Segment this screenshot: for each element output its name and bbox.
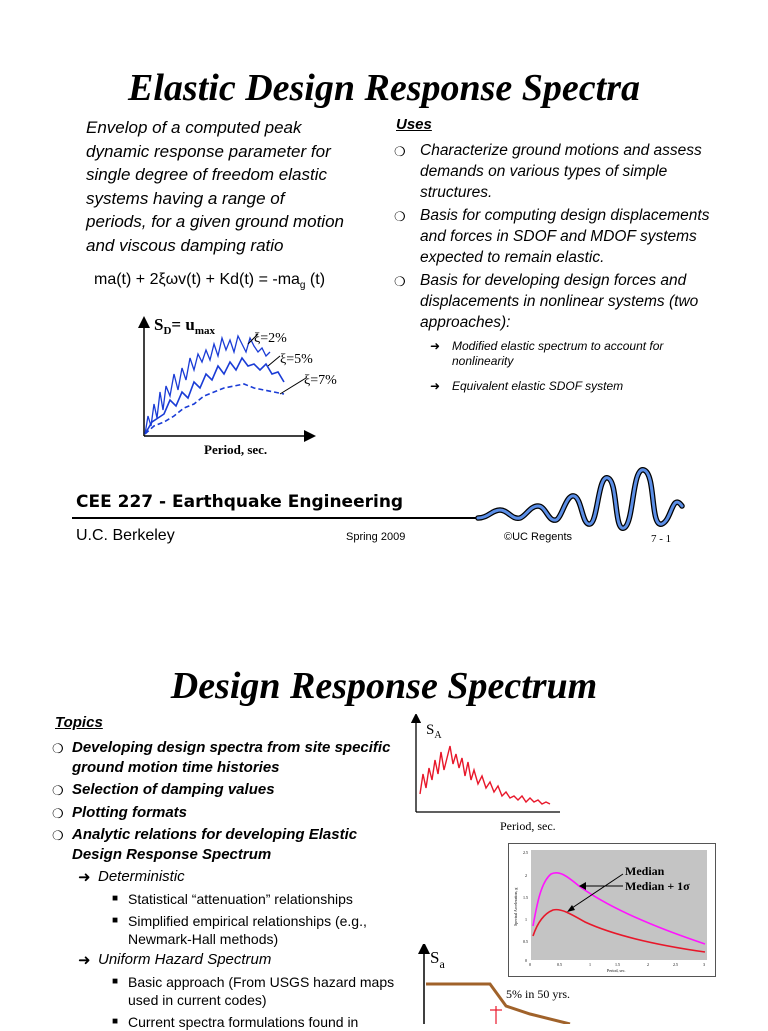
list-item: ■ Simplified empirical relationships (e.g., Newmark-Hall methods) <box>112 913 367 947</box>
arrow-icon: ➜ <box>78 952 91 969</box>
svg-text:1: 1 <box>589 962 591 967</box>
term: Spring 2009 <box>346 531 406 543</box>
sa-label: $S_a$ <box>430 948 445 971</box>
definition-line: and viscous damping ratio <box>86 235 284 255</box>
definition-line: Envelop of a computed peak <box>86 118 302 137</box>
list-item: ➜ Modified elastic spectrum to account for nonlinearity <box>430 339 664 368</box>
list-item: ➜ Deterministic <box>78 868 185 886</box>
svg-text:2: 2 <box>525 873 527 878</box>
arrow-icon: ➜ <box>430 379 441 393</box>
slide2-title: Design Response Spectrum <box>170 665 598 707</box>
definition-line: single degree of freedom elastic <box>86 165 327 184</box>
topics-list <box>52 738 402 864</box>
sa-curve <box>420 746 550 804</box>
list-item: ➜ Uniform Hazard Spectrum <box>78 951 272 969</box>
uses-list <box>368 140 728 394</box>
svg-text:1.5: 1.5 <box>523 895 528 900</box>
copyright: ©UC Regents <box>504 531 573 543</box>
list-item: ❍ Selection of damping values <box>52 781 275 798</box>
list-item: ❍ Developing design spectra from site specific ground motion time histories <box>52 739 391 776</box>
xi-label: ξ=5% <box>280 352 313 367</box>
median-label: Median <box>625 864 665 878</box>
slide1-title: Elastic Design Response Spectra <box>128 67 640 109</box>
svg-text:2.5: 2.5 <box>523 850 528 855</box>
curve-xi-5 <box>145 358 284 434</box>
hazard-label: 5% in 50 yrs. <box>506 987 570 1001</box>
list-item: ➜ Equivalent elastic SDOF system <box>430 379 624 393</box>
arrow-icon: ➜ <box>78 869 91 886</box>
curve-xi-2 <box>145 336 270 434</box>
uhs-figure <box>410 944 590 1024</box>
svg-text:Period, sec.: Period, sec. <box>607 968 626 973</box>
list-item: ■ Current spectra formulations found in <box>112 1014 359 1030</box>
list-item: ❍ Plotting formats <box>52 803 187 821</box>
list-item: ■ Statistical “attenuation” relationships <box>112 891 353 907</box>
x-axis-label: Period, sec. <box>500 819 556 833</box>
svg-text:0.5: 0.5 <box>523 939 528 944</box>
definition-text <box>86 116 386 257</box>
course-name: CEE 227 - Earthquake Engineering <box>76 492 404 512</box>
svg-text:0: 0 <box>529 962 531 967</box>
list-item: ■ Basic approach (From USGS hazard maps used in current codes) <box>112 974 395 1008</box>
equation: $ma(t) + 2\xi\omega v(t) + Kd(t) = -ma_g$ (t) <box>94 271 326 292</box>
page-number: 7 - 1 <box>651 533 672 545</box>
sd-label: $S_D= u_{max}$ <box>154 315 215 337</box>
definition-line: systems having a range of <box>86 188 285 208</box>
topics-heading: Topics <box>55 714 103 731</box>
svg-text:3: 3 <box>703 962 705 967</box>
x-axis-label: Period, sec. <box>204 442 268 457</box>
school-name: U.C. Berkeley <box>76 527 175 544</box>
svg-text:0.5: 0.5 <box>557 962 562 967</box>
definition-line: dynamic response parameter for <box>86 141 331 161</box>
list-item: ❍ Basis for computing design displacements and forces in SDOF and MDOF systems expected to remain elastic. <box>394 207 710 266</box>
sa-label: $S_A$ <box>426 722 442 741</box>
list-item: ❍ Basis for developing design forces and displacements in nonlinear systems (two approaches): <box>394 272 699 331</box>
sa-figure <box>404 714 574 838</box>
pointer-xi-5 <box>268 356 280 366</box>
list-item: ❍ Characterize ground motions and assess demands on various types of simple structures. <box>394 142 702 201</box>
deterministic-section <box>78 868 398 1031</box>
svg-text:1.5: 1.5 <box>615 962 620 967</box>
svg-text:2: 2 <box>647 962 649 967</box>
list-item: ❍ Analytic relations for developing Elastic Design Response Spectrum <box>52 826 358 863</box>
svg-text:Spectral Acceleration, g: Spectral Acceleration, g <box>513 887 518 926</box>
uses-heading: Uses <box>396 116 432 133</box>
definition-line: periods, for a given ground motion <box>86 212 344 231</box>
svg-text:1: 1 <box>525 917 527 922</box>
arrow-icon: ➜ <box>430 339 441 353</box>
xi-label: ξ=2% <box>254 331 287 346</box>
svg-text:2.5: 2.5 <box>673 962 678 967</box>
spectra-figure <box>130 308 370 460</box>
median-sigma-label: Median + 1σ <box>625 879 690 893</box>
xi-label: ξ=7% <box>304 373 337 388</box>
svg-text:0: 0 <box>525 958 527 963</box>
